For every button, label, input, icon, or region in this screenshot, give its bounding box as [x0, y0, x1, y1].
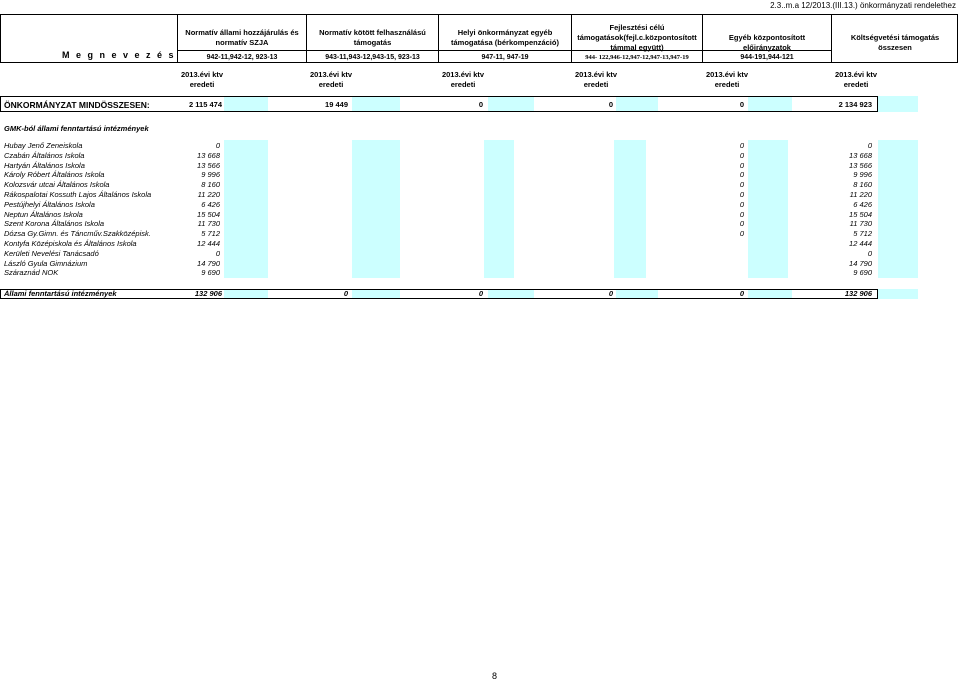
- table-row-c5: 0: [739, 199, 744, 209]
- subheader-1: 2013.évi ktv eredeti: [180, 70, 224, 89]
- subheader-5: 2013.évi ktv eredeti: [705, 70, 749, 89]
- table-row-c5: 0: [739, 229, 744, 239]
- table-row-c1: 13 668: [197, 150, 220, 160]
- page-number: 8: [492, 671, 498, 681]
- subheader-3: 2013.évi ktv eredeti: [441, 70, 485, 89]
- table-row-c1: 11 730: [197, 219, 220, 229]
- document-reference-note: 2.3..m.a 12/2013.(III.13.) önkormányzati rendelethez: [770, 1, 956, 10]
- grand-total-c5: 0: [739, 100, 744, 109]
- table-row-c6: 0: [867, 141, 872, 150]
- table-row-c1: 6 426: [201, 199, 220, 209]
- table-row-name: Kolozsvár utcai Általános Iskola: [4, 180, 110, 190]
- table-row-c1: 14 790: [197, 258, 220, 268]
- table-row-c1: 9 996: [201, 170, 220, 180]
- summary-c4: 0: [608, 289, 613, 298]
- col-code-fejlesztesi: 944- 122,946-12,947-12,947-13,947-19: [585, 54, 689, 61]
- table-row-c5: 0: [739, 219, 744, 229]
- summary-c2: 0: [343, 289, 348, 298]
- section-title: GMK-ból állami fenntartású intézmények: [4, 124, 149, 133]
- col-header-kotott: Normatív kötött felhasználású támogatás: [319, 28, 426, 47]
- col-header-helyi: Helyi önkormányzat egyéb támogatása (bérkompenzáció): [451, 28, 559, 47]
- table-row-name: Dózsa Gy.Gimn. és Táncműv.Szakközépisk.: [4, 229, 151, 239]
- grand-total-c4: 0: [608, 100, 613, 109]
- table-row-name: Szent Korona Általános Iskola: [4, 219, 105, 229]
- table-row-name: Kontyfa Középiskola és Általános Iskola: [4, 239, 137, 248]
- subheader-6: 2013.évi ktv eredeti: [834, 70, 878, 89]
- table-row-c1: 13 566: [197, 160, 220, 170]
- table-row-name: Neptun Általános Iskola: [4, 209, 83, 219]
- table-row-c6: 13 668: [849, 150, 872, 160]
- col-header-fejlesztesi: Fejlesztési célú támogatások(fejl.c.központosított támmal együtt): [577, 23, 697, 52]
- table-row-c6: 6 426: [853, 199, 872, 209]
- grand-total-c6: 2 134 923: [838, 100, 872, 109]
- table-row-c1: 5 712: [201, 229, 220, 239]
- table-row-c1: 0: [215, 141, 220, 150]
- table-row-c6: 14 790: [849, 258, 872, 268]
- grand-total-c3: 0: [478, 100, 483, 109]
- table-row-c5: 0: [739, 209, 744, 219]
- table-row-c6: 8 160: [853, 180, 872, 190]
- table-row-c6: 9 996: [853, 170, 872, 180]
- grand-total-c2: 19 449: [325, 100, 348, 109]
- table-row-c6: 12 444: [849, 239, 872, 248]
- col-header-egyeb: Egyéb központosított előirányzatok: [728, 33, 806, 52]
- col-code-kotott: 943-11,943-12,943-15, 923-13: [325, 54, 420, 61]
- table-row-c1: 11 220: [197, 190, 220, 199]
- table-row-c5: 0: [739, 160, 744, 170]
- table-row-name: Czabán Általános Iskola: [4, 150, 85, 160]
- table-row-c6: 15 504: [849, 209, 872, 219]
- table-row-c5: 0: [739, 190, 744, 199]
- table-row-c5: 0: [739, 170, 744, 180]
- table-row-c1: 9 690: [201, 268, 220, 278]
- summary-c3: 0: [478, 289, 483, 298]
- table-row-c6: 9 690: [853, 268, 872, 278]
- table-row-name: Hartyán Általános Iskola: [4, 160, 85, 170]
- summary-c1: 132 906: [194, 289, 222, 298]
- col-header-normativ: Normatív állami hozzájárulás és normatív SZJA: [185, 28, 299, 47]
- table-row-name: Száraznád NOK: [4, 268, 59, 278]
- table-row-name: Károly Róbert Általános Iskola: [4, 170, 105, 180]
- summary-c6: 132 906: [844, 289, 872, 298]
- summary-label: Állami fenntartású intézmények: [4, 289, 117, 298]
- subheader-2: 2013.évi ktv eredeti: [309, 70, 353, 89]
- table-row-c1: 0: [215, 248, 220, 258]
- table-row-c6: 0: [867, 248, 872, 258]
- col-code-egyeb: 944-191,944-121: [740, 54, 794, 61]
- col-code-normativ: 942-11,942-12, 923-13: [206, 54, 278, 61]
- table-row-c1: 15 504: [197, 209, 220, 219]
- col-header-osszesen: Költségvetési támogatás összesen: [850, 33, 940, 52]
- col-code-helyi: 947-11, 947-19: [481, 54, 529, 61]
- subheader-4: 2013.évi ktv eredeti: [574, 70, 618, 89]
- table-row-c5: 0: [739, 141, 744, 150]
- table-row-name: Pestújhelyi Általános Iskola: [4, 199, 95, 209]
- grand-total-c1: 2 115 474: [189, 100, 222, 109]
- table-row-c6: 11 730: [849, 219, 872, 229]
- table-row-name: Hubay Jenő Zeneiskola: [4, 141, 83, 150]
- table-row-c6: 11 220: [849, 190, 872, 199]
- megnevezes-heading: M e g n e v e z é s: [62, 50, 176, 60]
- table-row-name: László Gyula Gimnázium: [4, 258, 88, 268]
- table-row-c5: 0: [739, 150, 744, 160]
- table-row-c6: 5 712: [853, 229, 872, 239]
- summary-c5: 0: [739, 289, 744, 298]
- grand-total-label: ÖNKORMÁNYZAT MINDÖSSZESEN:: [4, 100, 150, 110]
- table-row-c6: 13 566: [849, 160, 872, 170]
- table-row-name: Kerületi Nevelési Tanácsadó: [4, 248, 99, 258]
- table-row-name: Rákospalotai Kossuth Lajos Általános Iskola: [4, 190, 152, 199]
- table-row-c1: 12 444: [197, 239, 220, 248]
- table-row-c1: 8 160: [201, 180, 220, 190]
- table-row-c5: 0: [739, 180, 744, 190]
